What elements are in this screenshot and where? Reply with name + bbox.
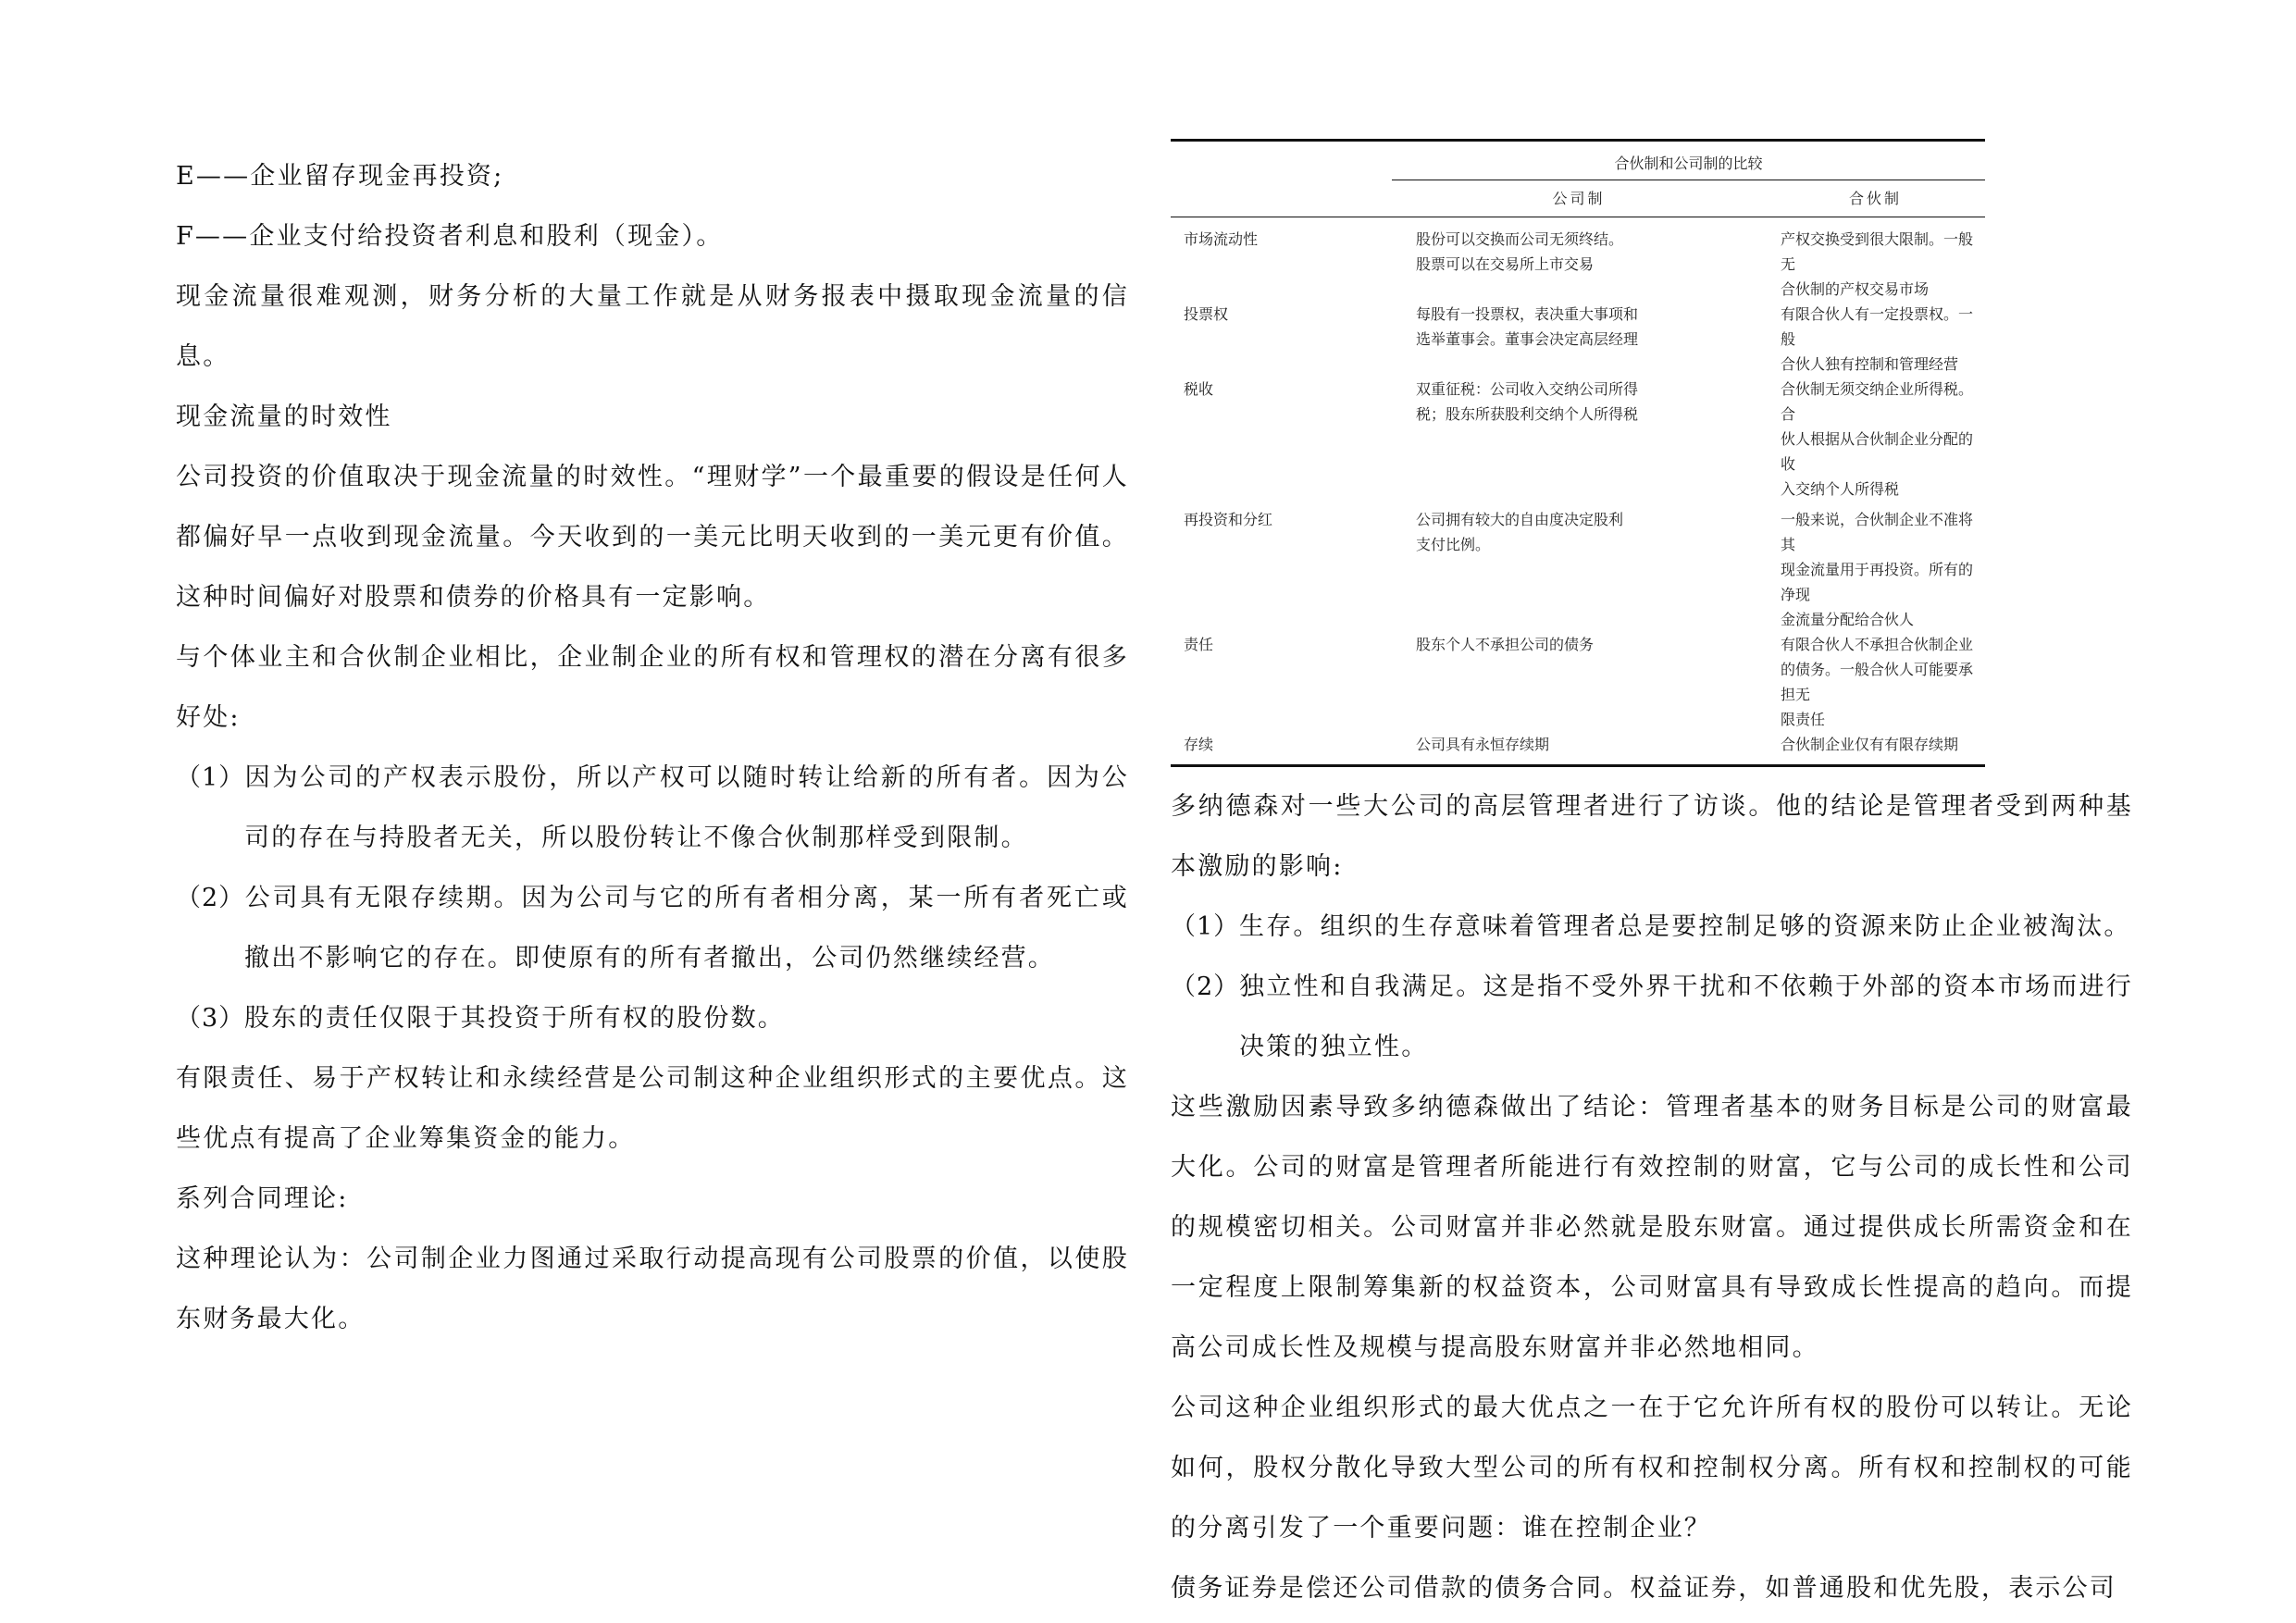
table-cell: 股票可以在交易所上市交易 <box>1416 255 1595 273</box>
list-item <box>176 868 1129 988</box>
table-cell: 伙人根据从合伙制企业分配的收 <box>1781 430 1974 473</box>
table-cell: 支付比例。 <box>1416 536 1491 553</box>
table-cell: 合伙制企业仅有有限存续期 <box>1781 736 1959 753</box>
table-row <box>1171 217 1985 303</box>
paragraph-securities: 债务证券是偿还公司借款的债务合同。权益证券，如普通股和优先股，表示公司 <box>1171 1574 2116 1603</box>
paragraph-donaldson: 多纳德森对一些大公司的高层管理者进行了访谈。他的结论是管理者受到两种基本激励的影响: <box>1171 792 2133 881</box>
table-cell: 双重征税：公司收入交纳公司所得 <box>1416 380 1639 398</box>
table-cell: 的债务。一般合伙人可能要承担无 <box>1781 661 1974 703</box>
table-row <box>1171 302 1985 377</box>
table-cell: 公司具有永恒存续期 <box>1416 736 1550 753</box>
list-number: （2） <box>1171 973 1240 1001</box>
table-header-partnership: 合伙制 <box>1766 180 1985 217</box>
table-cell: 合伙制无须交纳企业所得税。合 <box>1781 380 1974 423</box>
list-text: 因为公司的产权表示股份，所以产权可以随时转让给新的所有者。因为公司的存在与持股者无关，所以股份转让不像合伙制那样受到限制。 <box>244 763 1129 852</box>
row-label: 税收 <box>1184 380 1214 398</box>
paragraph-contract-theory: 这种理论认为：公司制企业力图通过采取行动提高现有公司股票的价值，以使股东财务最大化。 <box>176 1245 1129 1333</box>
table-header-corporation: 公司制 <box>1392 180 1766 217</box>
list-text: 生存。组织的生存意味着管理者总是要控制足够的资源来防止企业被淘汰。 <box>1239 912 2131 941</box>
paragraph-ownership-control: 公司这种企业组织形式的最大优点之一在于它允许所有权的股份可以转让。无论如何，股权分散化导致大型公司的所有权和控制权分离。所有权和控制权的可能的分离引发了一个重要问题：谁在控制企业？ <box>1171 1394 2133 1542</box>
table-cell: 金流量分配给合伙人 <box>1781 611 1915 628</box>
table-row <box>1171 377 1985 502</box>
heading-cashflow-timing: 现金流量的时效性 <box>176 403 392 431</box>
table-cell: 股份可以交换而公司无须终结。 <box>1416 230 1624 248</box>
row-label: 投票权 <box>1184 305 1229 323</box>
list-text: 公司具有无限存续期。因为公司与它的所有者相分离，某一所有者死亡或撤出不影响它的存在。即使原有的所有者撤出，公司仍然继续经营。 <box>244 884 1129 973</box>
table-cell: 合伙人独有控制和管理经营 <box>1781 355 1959 373</box>
table-cell: 有限合伙人不承担合伙制企业 <box>1781 636 1974 653</box>
table-cell: 合伙制的产权交易市场 <box>1781 280 1930 298</box>
table-row <box>1171 732 1985 766</box>
row-label: 存续 <box>1184 736 1214 753</box>
right-column <box>1171 139 2133 1618</box>
left-column <box>176 146 1129 1349</box>
paragraph-cashflow-timing: 公司投资的价值取决于现金流量的时效性。“理财学”一个最重要的假设是任何人都偏好早一点收到现金流量。今天收到的一美元比明天收到的一美元更有价值。这种时间偏好对股票和债券的价格具有一定影响。 <box>176 463 1129 612</box>
paragraph-wealth-maximization: 这些激励因素导致多纳德森做出了结论：管理者基本的财务目标是公司的财富最大化。公司的财富是管理者所能进行有效控制的财富，它与公司的成长性和公司的规模密切相关。公司财富并非必然就是股东财富。通过提供成长所需资金和在一定程度上限制筹集新的权益资本，公司财富具有导致成长性提高的趋向。而提高公司成长性及规模与提高股东财富并非必然地相同。 <box>1171 1093 2133 1362</box>
table-cell: 选举董事会。董事会决定高层经理 <box>1416 330 1639 348</box>
list-number: （2） <box>176 884 245 912</box>
paragraph-cashflow-observation: 现金流量很难观测，财务分析的大量工作就是从财务报表中摄取现金流量的信息。 <box>176 282 1129 371</box>
list-item <box>176 988 1129 1048</box>
heading-contract-theory: 系列合同理论: <box>176 1184 349 1213</box>
table-cell: 公司拥有较大的自由度决定股利 <box>1416 511 1624 528</box>
table-cell: 入交纳个人所得税 <box>1781 480 1900 498</box>
table-row <box>1171 502 1985 632</box>
row-label: 市场流动性 <box>1184 230 1259 248</box>
table-cell: 有限合伙人有一定投票权。一般 <box>1781 305 1974 348</box>
row-label: 再投资和分红 <box>1184 511 1273 528</box>
paragraph-f: F——企业支付给投资者利息和股利（现金）。 <box>176 222 724 251</box>
row-label: 责任 <box>1184 636 1214 653</box>
table-cell: 限责任 <box>1781 711 1826 728</box>
table-cell: 每股有一投票权，表决重大事项和 <box>1416 305 1639 323</box>
list-number: （1） <box>176 763 245 792</box>
paragraph-separation-benefits: 与个体业主和合伙制企业相比，企业制企业的所有权和管理权的潜在分离有很多好处: <box>176 643 1129 732</box>
list-item <box>1171 897 2133 957</box>
table-title: 合伙制和公司制的比较 <box>1392 141 1985 180</box>
paragraph-main-advantages: 有限责任、易于产权转让和永续经营是公司制这种企业组织形式的主要优点。这些优点有提高了企业筹集资金的能力。 <box>176 1064 1129 1153</box>
comparison-table <box>1171 139 1985 767</box>
list-text: 独立性和自我满足。这是指不受外界干扰和不依赖于外部的资本市场而进行决策的独立性。 <box>1239 973 2133 1061</box>
list-text: 股东的责任仅限于其投资于所有权的股份数。 <box>244 1004 785 1033</box>
list-item <box>176 748 1129 868</box>
table-cell: 股东个人不承担公司的债务 <box>1416 636 1595 653</box>
table-row <box>1171 632 1985 732</box>
list-number: （1） <box>1171 912 1240 941</box>
list-item <box>1171 957 2133 1077</box>
paragraph-e: E——企业留存现金再投资; <box>176 162 504 191</box>
table-cell: 一般来说，合伙制企业不准将其 <box>1781 511 1974 553</box>
list-number: （3） <box>176 1004 245 1033</box>
table-cell: 产权交换受到很大限制。一般无 <box>1781 230 1974 273</box>
table-cell: 税；股东所获股利交纳个人所得税 <box>1416 405 1639 423</box>
table-cell: 现金流量用于再投资。所有的净现 <box>1781 561 1974 603</box>
